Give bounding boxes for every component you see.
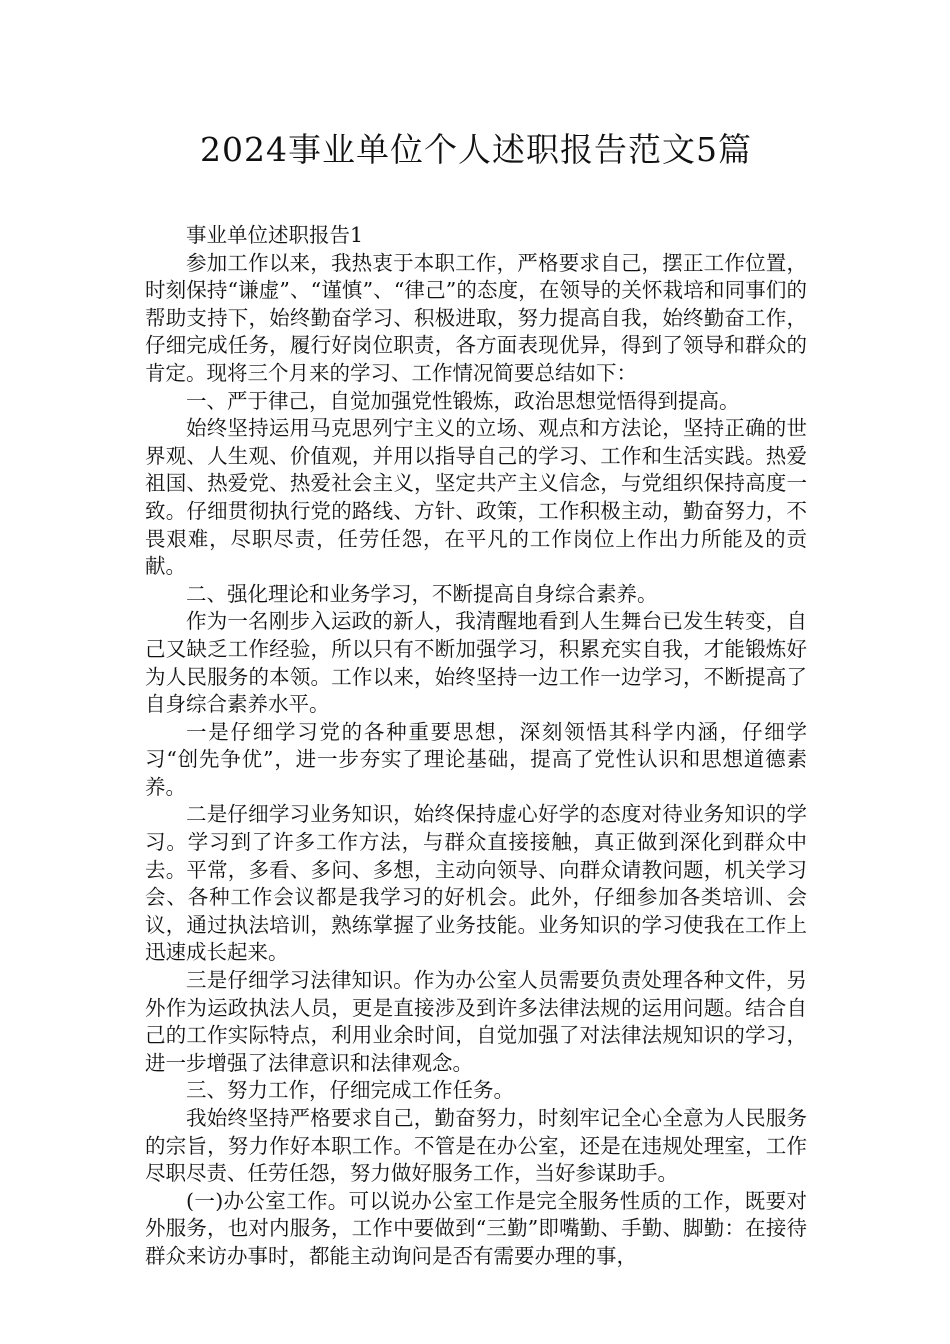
paragraph: 一是仔细学习党的各种重要思想，深刻领悟其科学内涵，仔细学习“创先争优”，进一步夯实了理论基础，提高了党性认识和思想道德素养。 bbox=[145, 719, 807, 799]
paragraph: (一)办公室工作。可以说办公室工作是完全服务性质的工作，既要对外服务，也对内服务，工作中要做到“三勤”即嘴勤、手勤、脚勤：在接待群众来访办事时，都能主动询问是否有需要办理的事， bbox=[145, 1188, 807, 1268]
paragraph: 我始终坚持严格要求自己，勤奋努力，时刻牢记全心全意为人民服务的宗旨，努力作好本职工作。不管是在办公室，还是在违规处理室，工作尽职尽责、任劳任怨，努力做好服务工作，当好参谋助手。 bbox=[145, 1106, 807, 1186]
section-heading-2: 二、强化理论和业务学习，不断提高自身综合素养。 bbox=[186, 581, 658, 606]
paragraph: 作为一名刚步入运政的新人，我清醒地看到人生舞台已发生转变，自己又缺乏工作经验，所以只有不断加强学习，积累充实自我，才能锻炼好为人民服务的本领。工作以来，始终坚持一边工作一边学习，不断提高了自身综合素养水平。 bbox=[145, 609, 807, 717]
paragraph: 三是仔细学习法律知识。作为办公室人员需要负责处理各种文件，另外作为运政执法人员，更是直接涉及到许多法律法规的运用问题。结合自己的工作实际特点，利用业余时间，自觉加强了对法律法规知识的学习，进一步增强了法律意识和法律观念。 bbox=[145, 968, 807, 1075]
paragraph: 始终坚持运用马克思列宁主义的立场、观点和方法论，坚持正确的世界观、人生观、价值观，并用以指导自己的学习、工作和生活实践。热爱祖国、热爱党、热爱社会主义，坚定共产主义信念，与党组织保持高度一致。仔细贯彻执行党的路线、方针、政策，工作积极主动，勤奋努力，不畏艰难，尽职尽责，任劳任怨，在平凡的工作岗位上作出力所能及的贡献。 bbox=[145, 416, 807, 579]
document-title: 2024事业单位个人述职报告范文5篇 bbox=[200, 130, 752, 169]
section-heading-3: 三、努力工作，仔细完成工作任务。 bbox=[186, 1078, 514, 1103]
paragraph: 二是仔细学习业务知识，始终保持虚心好学的态度对待业务知识的学习。学习到了许多工作方法，与群众直接接触，真正做到深化到群众中去。平常，多看、多问、多想，主动向领导、向群众请教问题，机关学习会、各种工作会议都是我学习的好机会。此外，仔细参加各类培训、会议，通过执法培训，熟练掌握了业务技能。业务知识的学习使我在工作上迅速成长起来。 bbox=[145, 802, 807, 965]
document-page bbox=[145, 128, 807, 1271]
paragraph-intro: 参加工作以来，我热衷于本职工作，严格要求自己，摆正工作位置，时刻保持“谦虚”、“谨慎”、“律己”的态度，在领导的关怀栽培和同事们的帮助支持下，始终勤奋学习、积极进取，努力提高自我，始终勤奋工作，仔细完成任务，履行好岗位职责，各方面表现优异，得到了领导和群众的肯定。现将三个月来的学习、工作情况简要总结如下： bbox=[145, 250, 807, 385]
section-heading-1: 一、严于律己，自觉加强党性锻炼，政治思想觉悟得到提高。 bbox=[186, 388, 740, 413]
document-body bbox=[145, 222, 807, 1271]
section-heading-report-1: 事业单位述职报告1 bbox=[186, 223, 364, 247]
